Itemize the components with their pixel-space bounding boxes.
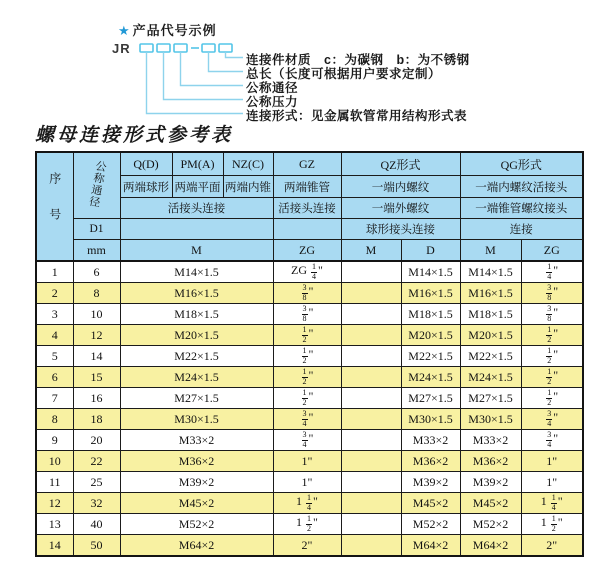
table-row: [36, 367, 583, 388]
cell-qz-m: [341, 325, 401, 346]
cell-serial: 7: [36, 388, 73, 409]
cell-gz-zg: 1 $\frac{1}{4}$ ": [273, 493, 341, 514]
cell-qz-d: M64×2: [401, 535, 460, 557]
cell-dn: 15: [73, 367, 120, 388]
cell-m-thread: M45×2: [120, 493, 273, 514]
cell-gz-zg: $\frac{3}{8}$ ": [273, 304, 341, 325]
fraction: $\frac{1}{2}$: [302, 325, 307, 344]
cell-gz-zg: $\frac{3}{8}$ ": [273, 283, 341, 304]
fraction: $\frac{3}{8}$: [547, 283, 552, 302]
cell-gz-zg: 1 $\frac{1}{2}$ ": [273, 514, 341, 535]
cell-dn: 25: [73, 472, 120, 493]
cell-qg-m: M16×1.5: [460, 283, 521, 304]
cell-qz-d: M20×1.5: [401, 325, 460, 346]
fraction: $\frac{1}{2}$: [307, 514, 312, 533]
table-row: [36, 261, 583, 283]
header-unit-qg-zg: ZG: [521, 240, 583, 262]
cell-m-thread: M39×2: [120, 472, 273, 493]
header-conn-qg: 连接: [460, 219, 583, 240]
header-d1: D1: [73, 219, 120, 240]
cell-serial: 8: [36, 409, 73, 430]
cell-gz-zg: ZG $\frac{1}{4}$ ": [273, 261, 341, 283]
cell-dn: 32: [73, 493, 120, 514]
cell-qz-d: M16×1.5: [401, 283, 460, 304]
header-col-gz: GZ: [273, 152, 341, 176]
product-code-prefix: JR: [112, 41, 131, 56]
header-blank-left: [120, 219, 273, 240]
cell-dn: 50: [73, 535, 120, 557]
cell-qg-zg: $\frac{3}{8}$ ": [521, 283, 583, 304]
cell-qg-m: M24×1.5: [460, 367, 521, 388]
cell-gz-zg: $\frac{1}{2}$ ": [273, 388, 341, 409]
cell-dn: 12: [73, 325, 120, 346]
cell-m-thread: M24×1.5: [120, 367, 273, 388]
cell-qg-m: M14×1.5: [460, 261, 521, 283]
cell-qz-m: [341, 367, 401, 388]
cell-dn: 8: [73, 283, 120, 304]
cell-qz-d: M24×1.5: [401, 367, 460, 388]
leader-line-diameter: [181, 52, 244, 86]
cell-qg-m: M36×2: [460, 451, 521, 472]
reference-table: [35, 151, 584, 557]
cell-qg-zg: $\frac{1}{2}$ ": [521, 325, 583, 346]
fraction: $\frac{3}{4}$: [547, 430, 552, 449]
cell-gz-zg: $\frac{1}{2}$ ": [273, 367, 341, 388]
table-row: [36, 409, 583, 430]
label-nominal-diameter: 公称通径: [246, 81, 299, 95]
header-desc-nz: 两端内锥: [223, 176, 273, 198]
code-box-1: [140, 44, 153, 52]
label-total-length: 总长（长度可根据用户要求定制）: [246, 67, 442, 81]
cell-qz-d: M18×1.5: [401, 304, 460, 325]
cell-m-thread: M16×1.5: [120, 283, 273, 304]
cell-serial: 2: [36, 283, 73, 304]
cell-m-thread: M27×1.5: [120, 388, 273, 409]
cell-qz-m: [341, 451, 401, 472]
header-desc-qg-1: 一端内螺纹活接头: [460, 176, 583, 198]
cell-gz-zg: $\frac{3}{4}$ ": [273, 409, 341, 430]
cell-serial: 9: [36, 430, 73, 451]
cell-qz-m: [341, 472, 401, 493]
cell-m-thread: M18×1.5: [120, 304, 273, 325]
cell-m-thread: M33×2: [120, 430, 273, 451]
cell-serial: 3: [36, 304, 73, 325]
table-row: [36, 514, 583, 535]
cell-qg-zg: 1 $\frac{1}{2}$ ": [521, 514, 583, 535]
cell-dn: 22: [73, 451, 120, 472]
product-code-heading: [118, 20, 217, 39]
header-desc-gz: 两端锥管: [273, 176, 341, 198]
label-connection-form: 连接形式：见金属软管常用结构形式表: [246, 109, 468, 123]
header-unit-qz-d: D: [401, 240, 460, 262]
fraction: $\frac{1}{2}$: [547, 388, 552, 407]
star-icon: ★: [118, 23, 131, 38]
fraction: $\frac{3}{4}$: [302, 430, 307, 449]
leader-line-length: [209, 52, 244, 72]
cell-dn: 6: [73, 261, 120, 283]
label-nominal-pressure: 公称压力: [246, 95, 299, 109]
cell-m-thread: M64×2: [120, 535, 273, 557]
header-nominal-diameter: [73, 152, 120, 219]
cell-qz-m: [341, 304, 401, 325]
cell-qz-d: M27×1.5: [401, 388, 460, 409]
cell-gz-zg: 1": [273, 451, 341, 472]
code-box-4: [202, 44, 215, 52]
cell-qz-d: M30×1.5: [401, 409, 460, 430]
fraction: $\frac{1}{4}$: [312, 262, 317, 281]
cell-qg-m: M64×2: [460, 535, 521, 557]
cell-qg-m: M39×2: [460, 472, 521, 493]
fraction: $\frac{3}{4}$: [302, 409, 307, 428]
fraction: $\frac{1}{4}$: [307, 493, 312, 512]
cell-m-thread: M20×1.5: [120, 325, 273, 346]
header-col-q: Q(D): [120, 152, 172, 176]
header-blank-gz: [273, 219, 341, 240]
cell-gz-zg: $\frac{1}{2}$ ": [273, 346, 341, 367]
cell-qz-m: [341, 430, 401, 451]
fraction: $\frac{1}{4}$: [547, 262, 552, 281]
cell-qg-m: M52×2: [460, 514, 521, 535]
cell-qz-d: M33×2: [401, 430, 460, 451]
product-code-heading-text: 产品代号示例: [132, 23, 217, 38]
fraction: $\frac{1}{2}$: [547, 325, 552, 344]
cell-qz-d: M52×2: [401, 514, 460, 535]
cell-qg-m: M27×1.5: [460, 388, 521, 409]
cell-qg-m: M18×1.5: [460, 304, 521, 325]
cell-serial: 6: [36, 367, 73, 388]
cell-m-thread: M14×1.5: [120, 261, 273, 283]
cell-qg-zg: 1 $\frac{1}{4}$ ": [521, 493, 583, 514]
cell-dn: 14: [73, 346, 120, 367]
header-unit-qz-m: M: [341, 240, 401, 262]
header-unit-mm: mm: [73, 240, 120, 262]
cell-qg-zg: $\frac{3}{8}$ ": [521, 304, 583, 325]
cell-qz-m: [341, 514, 401, 535]
cell-m-thread: M30×1.5: [120, 409, 273, 430]
table-row: [36, 535, 583, 557]
cell-qz-m: [341, 535, 401, 557]
cell-serial: 14: [36, 535, 73, 557]
fraction: $\frac{3}{4}$: [547, 409, 552, 428]
cell-m-thread: M52×2: [120, 514, 273, 535]
cell-qz-m: [341, 346, 401, 367]
header-union-gz: 活接头连接: [273, 198, 341, 219]
cell-qg-zg: 2": [521, 535, 583, 557]
fraction: $\frac{1}{2}$: [302, 388, 307, 407]
header-union-left: 活接头连接: [120, 198, 273, 219]
code-box-3: [174, 44, 187, 52]
cell-qz-d: M14×1.5: [401, 261, 460, 283]
header-col-pm: PM(A): [172, 152, 223, 176]
cell-qg-m: M30×1.5: [460, 409, 521, 430]
leader-line-connection: [147, 52, 244, 114]
cell-serial: 10: [36, 451, 73, 472]
header-unit-m-left: M: [120, 240, 273, 262]
cell-dn: 10: [73, 304, 120, 325]
cell-serial: 4: [36, 325, 73, 346]
header-desc-qz-1: 一端内螺纹: [341, 176, 460, 198]
cell-dn: 20: [73, 430, 120, 451]
table-row: [36, 430, 583, 451]
cell-qg-zg: 1": [521, 451, 583, 472]
cell-gz-zg: $\frac{1}{2}$ ": [273, 325, 341, 346]
header-col-qg: QG形式: [460, 152, 583, 176]
cell-qg-zg: $\frac{1}{4}$ ": [521, 261, 583, 283]
cell-serial: 12: [36, 493, 73, 514]
header-desc-pm: 两端平面: [172, 176, 223, 198]
label-connector-material: 连接件材质 c：为碳钢 b：为不锈钢: [246, 53, 470, 67]
header-serial: [36, 152, 73, 261]
fraction: $\frac{3}{8}$: [547, 304, 552, 323]
cell-qg-zg: $\frac{3}{4}$ ": [521, 409, 583, 430]
cell-qg-m: M20×1.5: [460, 325, 521, 346]
cell-qg-m: M45×2: [460, 493, 521, 514]
header-nominal-diameter-text: 公称通径: [86, 158, 108, 209]
fraction: $\frac{1}{2}$: [551, 514, 556, 533]
cell-qz-d: M39×2: [401, 472, 460, 493]
header-col-nz: NZ(C): [223, 152, 273, 176]
table-row: [36, 451, 583, 472]
table-row: [36, 283, 583, 304]
header-conn-qz: 球形接头连接: [341, 219, 460, 240]
fraction: $\frac{3}{8}$: [302, 304, 307, 323]
cell-qg-zg: 1": [521, 472, 583, 493]
fraction: $\frac{1}{2}$: [302, 367, 307, 386]
code-box-5: [219, 44, 232, 52]
cell-gz-zg: 2": [273, 535, 341, 557]
cell-qz-d: M36×2: [401, 451, 460, 472]
header-desc-q: 两端球形: [120, 176, 172, 198]
table-row: [36, 493, 583, 514]
fraction: $\frac{1}{2}$: [302, 346, 307, 365]
fraction: $\frac{1}{2}$: [547, 367, 552, 386]
cell-serial: 11: [36, 472, 73, 493]
fraction: $\frac{3}{8}$: [302, 283, 307, 302]
cell-dn: 40: [73, 514, 120, 535]
cell-serial: 5: [36, 346, 73, 367]
cell-qg-zg: $\frac{1}{2}$ ": [521, 388, 583, 409]
table-body: [36, 261, 583, 556]
cell-qg-zg: $\frac{1}{2}$ ": [521, 346, 583, 367]
table-row: [36, 388, 583, 409]
table-row: [36, 472, 583, 493]
leader-line-pressure: [164, 52, 244, 100]
cell-gz-zg: $\frac{3}{4}$ ": [273, 430, 341, 451]
cell-m-thread: M22×1.5: [120, 346, 273, 367]
cell-qg-m: M33×2: [460, 430, 521, 451]
cell-qg-zg: $\frac{1}{2}$ ": [521, 367, 583, 388]
header-desc-qz-2: 一端外螺纹: [341, 198, 460, 219]
cell-qz-m: [341, 388, 401, 409]
header-serial-text: 序号: [47, 171, 62, 244]
leader-line-material: [226, 52, 244, 58]
table-title: 螺母连接形式参考表: [35, 125, 234, 146]
header-col-qz: QZ形式: [341, 152, 460, 176]
header-unit-zg-gz: ZG: [273, 240, 341, 262]
table-row: [36, 304, 583, 325]
cell-qz-d: M45×2: [401, 493, 460, 514]
fraction: $\frac{1}{2}$: [547, 346, 552, 365]
cell-m-thread: M36×2: [120, 451, 273, 472]
cell-gz-zg: 1": [273, 472, 341, 493]
cell-qg-m: M22×1.5: [460, 346, 521, 367]
cell-qz-m: [341, 261, 401, 283]
cell-serial: 13: [36, 514, 73, 535]
header-desc-qg-2: 一端锥管螺纹接头: [460, 198, 583, 219]
cell-qz-m: [341, 283, 401, 304]
cell-dn: 16: [73, 388, 120, 409]
header-unit-qg-m: M: [460, 240, 521, 262]
cell-qz-m: [341, 493, 401, 514]
cell-dn: 18: [73, 409, 120, 430]
cell-qg-zg: $\frac{3}{4}$ ": [521, 430, 583, 451]
cell-serial: 1: [36, 261, 73, 283]
code-box-2: [157, 44, 170, 52]
cell-qz-m: [341, 409, 401, 430]
cell-qz-d: M22×1.5: [401, 346, 460, 367]
fraction: $\frac{1}{4}$: [551, 493, 556, 512]
table-row: [36, 325, 583, 346]
table-row: [36, 346, 583, 367]
